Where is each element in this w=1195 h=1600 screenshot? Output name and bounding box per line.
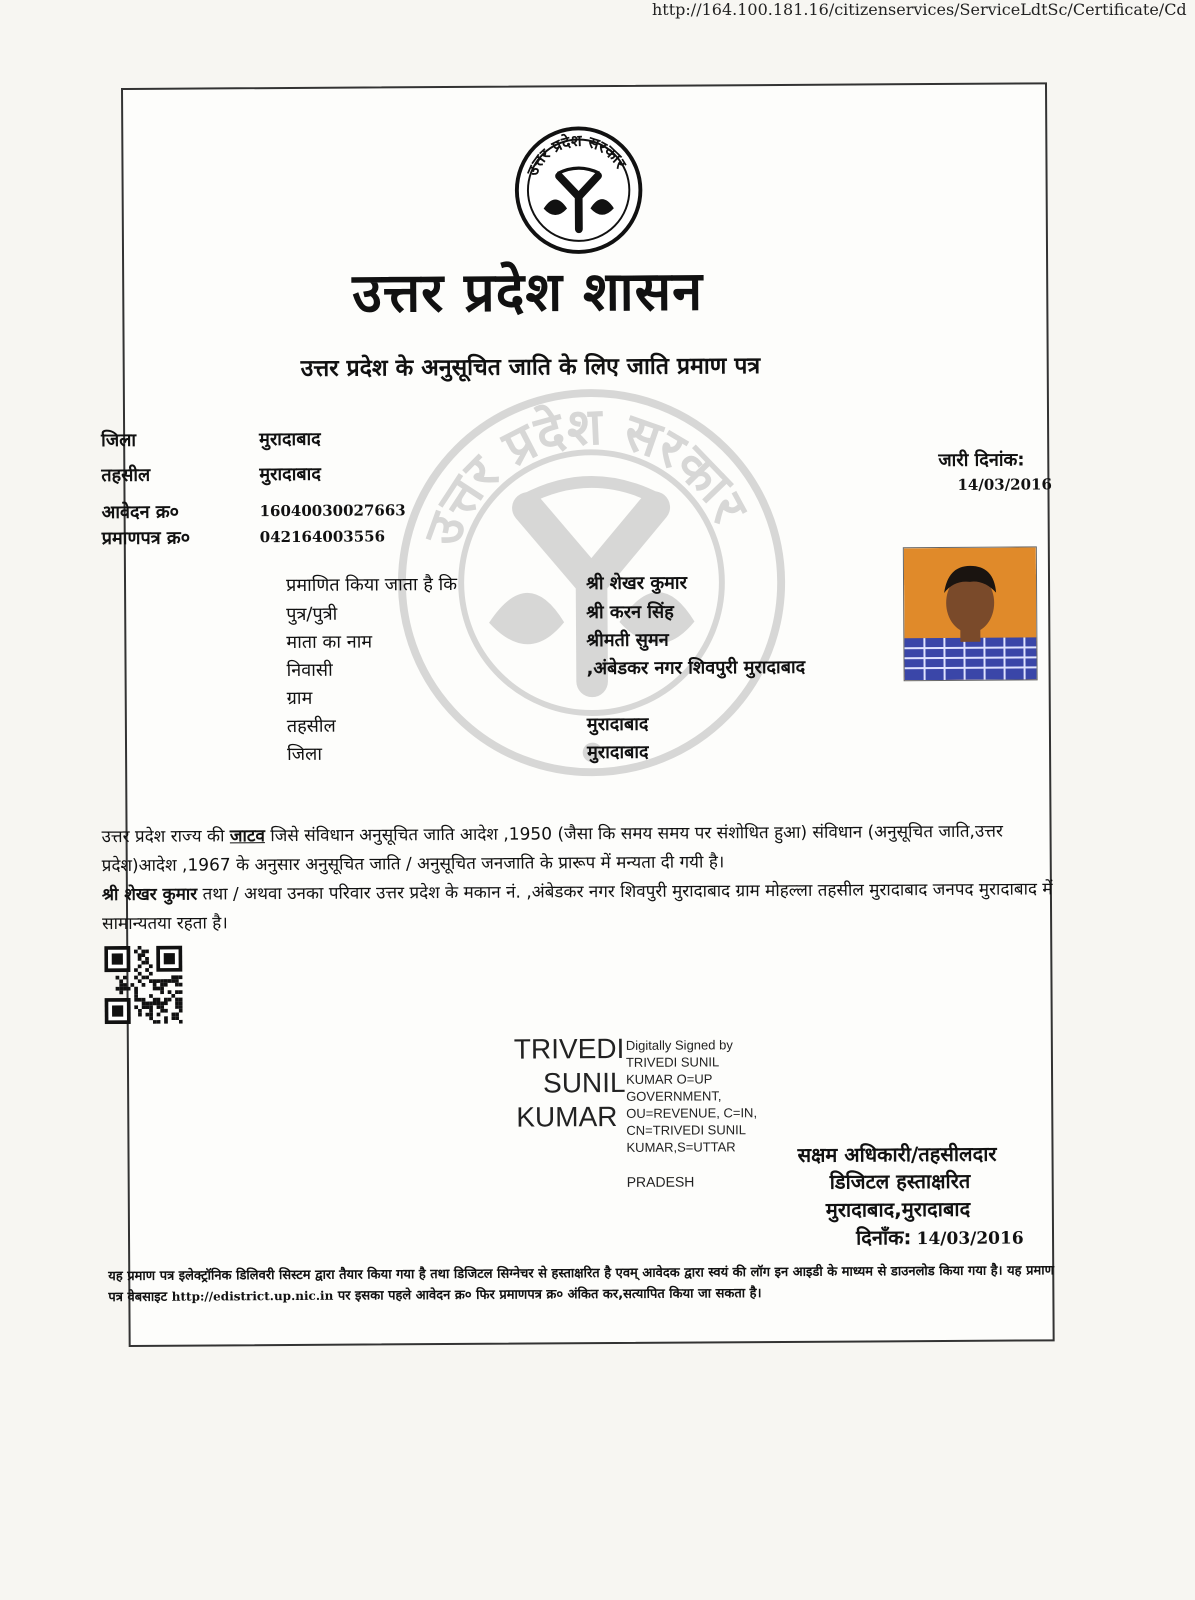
footer-text-b: पर इसका पहले आवेदन क्र० फिर प्रमाणपत्र क्र० अंकित कर,सत्यापित किया जा सकता है। [333, 1286, 762, 1304]
mother-label: माता का नाम [286, 631, 373, 653]
application-no-value: 16040030027663 [259, 501, 406, 521]
child-of-label: पुत्र/पुत्री [286, 603, 338, 626]
ds-line: KUMAR,S=UTTAR [626, 1139, 736, 1155]
ds-line: TRIVEDI SUNIL [625, 1054, 720, 1070]
ds-line: KUMAR O=UP [626, 1071, 713, 1087]
ds-line: CN=TRIVEDI SUNIL [626, 1122, 746, 1138]
qr-code [104, 946, 182, 1024]
person-district-label: जिला [287, 743, 323, 765]
officer-place: मुरादाबाद,मुरादाबाद [825, 1196, 971, 1222]
watermark-ring-text: उत्तर प्रदेश सरकार [412, 396, 760, 554]
resident-label: निवासी [286, 659, 333, 681]
signature-date-label: दिनाँक: [855, 1225, 912, 1250]
body-text-1b: जिसे संविधान अनुसूचित जाति आदेश ,1950 (जैसा कि समय समय पर संशोधित हुआ) संविधान (अनुसूचित जाति,उत्तर प्रदेश)आदेश ,1967 के अनुसार अनुसूचित जाति / अनुसूचित जनजाति के प्रारूप में मन्यता दी गयी है। [101, 821, 1004, 877]
caste-name: जाटव [229, 826, 265, 847]
person-district-value: मुरादाबाद [587, 741, 649, 764]
government-title: उत्तर प्रदेश शासन [352, 259, 704, 325]
application-no-label: आवेदन क्र० [101, 501, 180, 524]
signer-name-line1: TRIVEDI [513, 1032, 625, 1065]
person-name: श्री शेखर कुमार [585, 572, 687, 595]
ds-line: OU=REVENUE, C=IN, [626, 1105, 758, 1121]
ds-line: GOVERNMENT, [626, 1088, 722, 1104]
verification-website-link[interactable]: http://edistrict.up.nic.in [171, 1288, 334, 1304]
signature-date-value: 14/03/2016 [916, 1228, 1024, 1250]
tehsil-label: तहसील [101, 464, 151, 487]
officer-title: सक्षम अधिकारी/तहसीलदार [797, 1141, 997, 1167]
certified-label: प्रमाणित किया जाता है कि [285, 573, 458, 597]
ds-last-line: PRADESH [626, 1173, 695, 1190]
certificate-no-label: प्रमाणपत्र क्र० [101, 527, 191, 550]
signature-date [856, 1223, 1024, 1251]
ds-line: Digitally Signed by [625, 1037, 733, 1053]
digital-signature-details [626, 1036, 757, 1156]
resident-address: ,अंबेडकर नगर शिवपुरी मुरादाबाद [586, 656, 806, 680]
body-text-2: तथा / अथवा उनका परिवार उत्तर प्रदेश के मकान नं. ,अंबेडकर नगर शिवपुरी मुरादाबाद ग्राम मोहल्ला तहसील मुरादाबाद जनपद मुरादाबाद में सामान्यतया रहता है। [102, 879, 1053, 935]
issue-date-value: 14/03/2016 [957, 475, 1052, 494]
digitally-signed-label: डिजिटल हस्ताक्षरित [829, 1168, 971, 1194]
browser-url: http://164.100.181.16/citizenservices/ServiceLdtSc/Certificate/Cd [652, 0, 1187, 19]
verification-footer [108, 1261, 1068, 1308]
applicant-photo [903, 546, 1038, 681]
district-label: जिला [101, 429, 137, 452]
up-govt-emblem-icon [513, 125, 644, 256]
emblem-ring-text: उत्तर प्रदेश सरकार [523, 131, 630, 179]
district-value: मुरादाबाद [259, 428, 321, 451]
issue-date-label: जारी दिनांक: [938, 449, 1025, 472]
tehsil-value: मुरादाबाद [259, 463, 321, 486]
person-tehsil-value: मुरादाबाद [586, 713, 649, 736]
certificate-no-value: 042164003556 [259, 527, 386, 547]
mother-name: श्रीमती सुमन [586, 629, 669, 652]
signer-name-line3: KUMAR [516, 1100, 618, 1133]
body-text-1a: उत्तर प्रदेश राज्य की [101, 826, 230, 848]
person-tehsil-label: तहसील [286, 715, 336, 737]
certificate-body [101, 817, 1062, 939]
body-person-name: श्री शेखर कुमार [101, 884, 198, 906]
village-label: ग्राम [286, 687, 313, 709]
svg-text:उत्तर प्रदेश सरकार [411, 396, 760, 555]
certificate-subtitle: उत्तर प्रदेश के अनुसूचित जाति के लिए जाति प्रमाण पत्र [300, 353, 761, 382]
certificate-frame [101, 82, 1055, 1347]
father-name: श्री करन सिंह [586, 601, 674, 624]
signer-name-line2: SUNIL [542, 1066, 626, 1099]
footer-text-a: यह प्रमाण पत्र इलेक्ट्रॉनिक डिलिवरी सिस्टम द्वारा तैयार किया गया है तथा डिजिटल सिग्नेचर से हस्ताक्षरित है एवम् आवेदक द्वारा स्वयं की लॉग इन आइडी के माध्यम से डाउनलोड किया गया है। यह प्रमाण पत्र वेबसाइट [108, 1263, 1055, 1306]
